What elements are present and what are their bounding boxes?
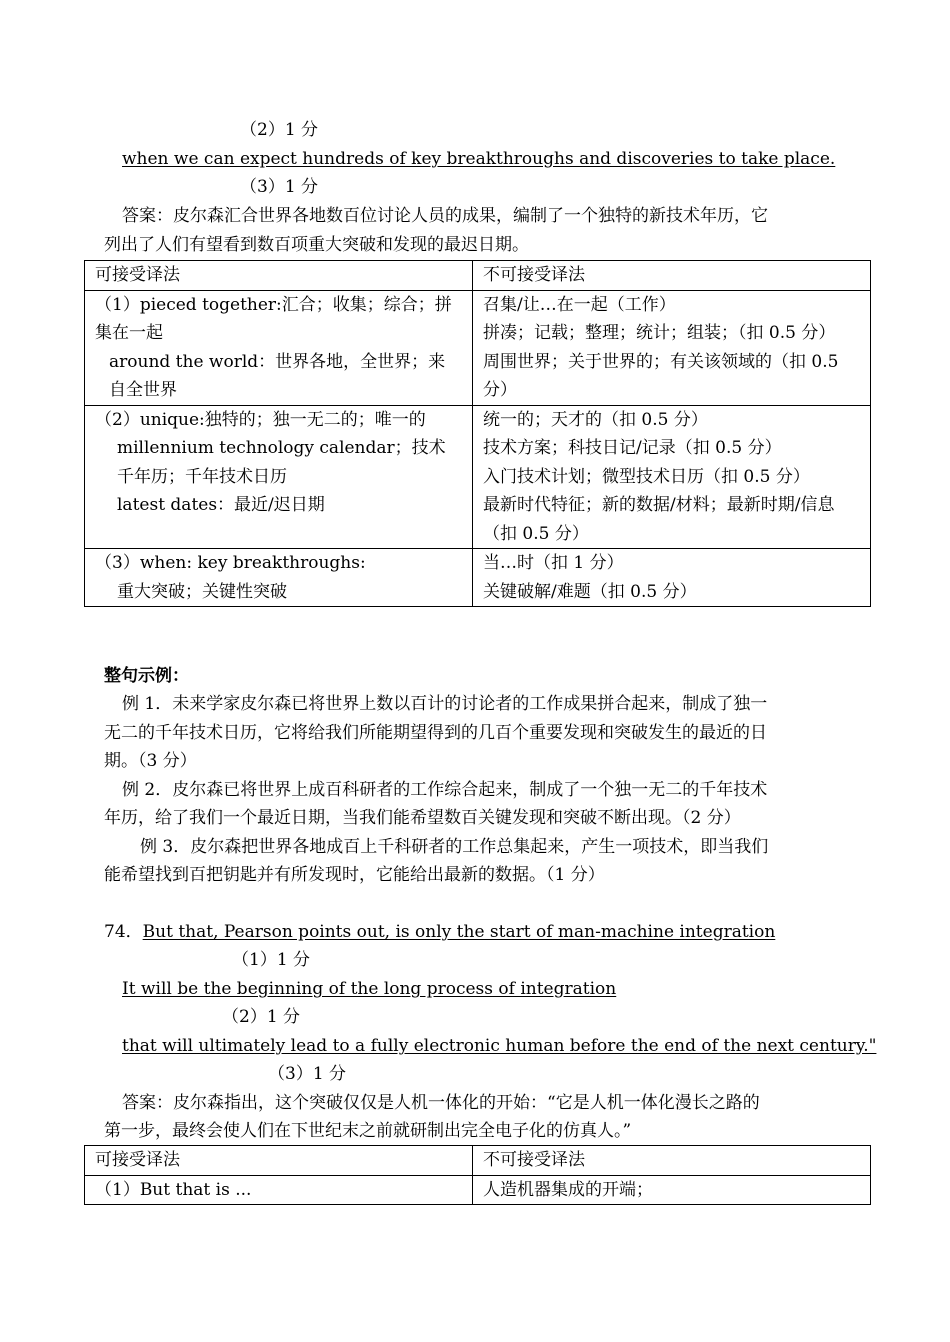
score-label-1: （1）1 分: [232, 950, 311, 970]
cell-line: 统一的；天才的（扣 0.5 分）: [483, 409, 708, 430]
source-segment-3: when we can expect hundreds of key breakthroughs and discoveries to take place.: [122, 149, 836, 169]
header-unacceptable: 不可接受译法: [473, 1146, 871, 1176]
cell-line: 最新时代特征；新的数据/材料；最新时期/信息（扣 0.5 分）: [483, 495, 835, 544]
cell-line: 入门技术计划；微型技术日历（扣 0.5 分）: [483, 466, 810, 487]
example-3-line-1: 例 3．皮尔森把世界各地成百上千科研者的工作总集起来，产生一项技术，即当我们: [140, 837, 769, 857]
answer-line-1: 答案：皮尔森汇合世界各地数百位讨论人员的成果，编制了一个独特的新技术年历，它: [122, 206, 768, 226]
table-row: [85, 549, 871, 607]
acceptable-cell: [85, 290, 473, 405]
example-2-line-1: 例 2．皮尔森已将世界上成百科研者的工作综合起来，制成了一个独一无二的千年技术: [122, 780, 768, 800]
cell-line: 周围世界；关于世界的；有关该领域的（扣 0.5 分）: [483, 351, 839, 400]
cell-line: around the world：世界各地，全世界；来自全世界: [109, 351, 446, 400]
translation-table-1: [84, 260, 871, 607]
source-segment-3: that will ultimately lead to a fully electronic human before the end of the next century.": [122, 1036, 877, 1056]
cell-line: 拼凑；记载；整理；统计；组装；（扣 0.5 分）: [483, 323, 836, 343]
translation-table-2: [84, 1145, 871, 1205]
example-1-line-3: 期。（3 分）: [104, 751, 197, 771]
examples-heading: 整句示例：: [104, 666, 189, 686]
table-header-row: [85, 1146, 871, 1176]
cell-line: latest dates：最近/迟日期: [117, 495, 325, 515]
question-74: [104, 918, 775, 947]
score-label-2: （2）1 分: [222, 1007, 301, 1027]
table-row: [85, 405, 871, 549]
cell-line: （2）unique:独特的；独一无二的；唯一的: [95, 409, 426, 430]
cell-line: 当…时（扣 1 分）: [483, 553, 624, 573]
table-row: [85, 290, 871, 405]
acceptable-cell: （1）But that is ...: [85, 1175, 473, 1205]
unacceptable-cell: [473, 290, 871, 405]
answer-line-1: 答案：皮尔森指出，这个突破仅仅是人机一体化的开始：“它是人机一体化漫长之路的: [122, 1093, 760, 1113]
example-1-line-2: 无二的千年技术日历，它将给我们所能期望得到的几百个重要发现和突破发生的最近的日: [104, 723, 767, 743]
source-segment-1: But that, Pearson points out, is only the start of man-machine integration: [142, 922, 776, 942]
cell-line: 技术方案；科技日记/记录（扣 0.5 分）: [483, 438, 782, 458]
header-acceptable: 可接受译法: [85, 261, 473, 291]
header-acceptable: 可接受译法: [85, 1146, 473, 1176]
unacceptable-cell: [473, 549, 871, 607]
cell-line: millennium technology calendar；技术千年历；千年技术日历: [117, 438, 446, 487]
header-unacceptable: 不可接受译法: [473, 261, 871, 291]
answer-line-2: 第一步，最终会使人们在下世纪末之前就研制出完全电子化的仿真人。”: [104, 1121, 632, 1141]
score-label-3: （3）1 分: [268, 1064, 347, 1084]
question-number: 74．: [104, 922, 143, 942]
source-segment-2: It will be the beginning of the long process of integration: [122, 979, 617, 999]
example-1-line-1: 例 1．未来学家皮尔森已将世界上数以百计的讨论者的工作成果拼合起来，制成了独一: [122, 694, 768, 714]
table-header-row: [85, 261, 871, 291]
acceptable-cell: [85, 405, 473, 549]
answer-line-2: 列出了人们有望看到数百项重大突破和发现的最迟日期。: [104, 235, 529, 255]
table-row: [85, 1175, 871, 1205]
cell-line: 召集/让…在一起（工作）: [483, 294, 676, 315]
cell-line: （3）when: key breakthroughs:: [95, 553, 366, 573]
example-3-line-2: 能希望找到百把钥匙并有所发现时，它能给出最新的数据。（1 分）: [104, 865, 605, 885]
example-2-line-2: 年历，给了我们一个最近日期，当我们能希望数百关键发现和突破不断出现。（2 分）: [104, 808, 741, 828]
cell-line: （1）pieced together:汇合；收集；综合；拼集在一起: [95, 294, 452, 343]
acceptable-cell: [85, 549, 473, 607]
unacceptable-cell: [473, 405, 871, 549]
cell-line: 关键破解/难题（扣 0.5 分）: [483, 581, 697, 602]
score-label-2: （2）1 分: [240, 120, 319, 140]
score-label-3: （3）1 分: [240, 177, 319, 197]
unacceptable-cell: 人造机器集成的开端；: [473, 1175, 871, 1205]
cell-line: 重大突破；关键性突破: [117, 581, 287, 602]
